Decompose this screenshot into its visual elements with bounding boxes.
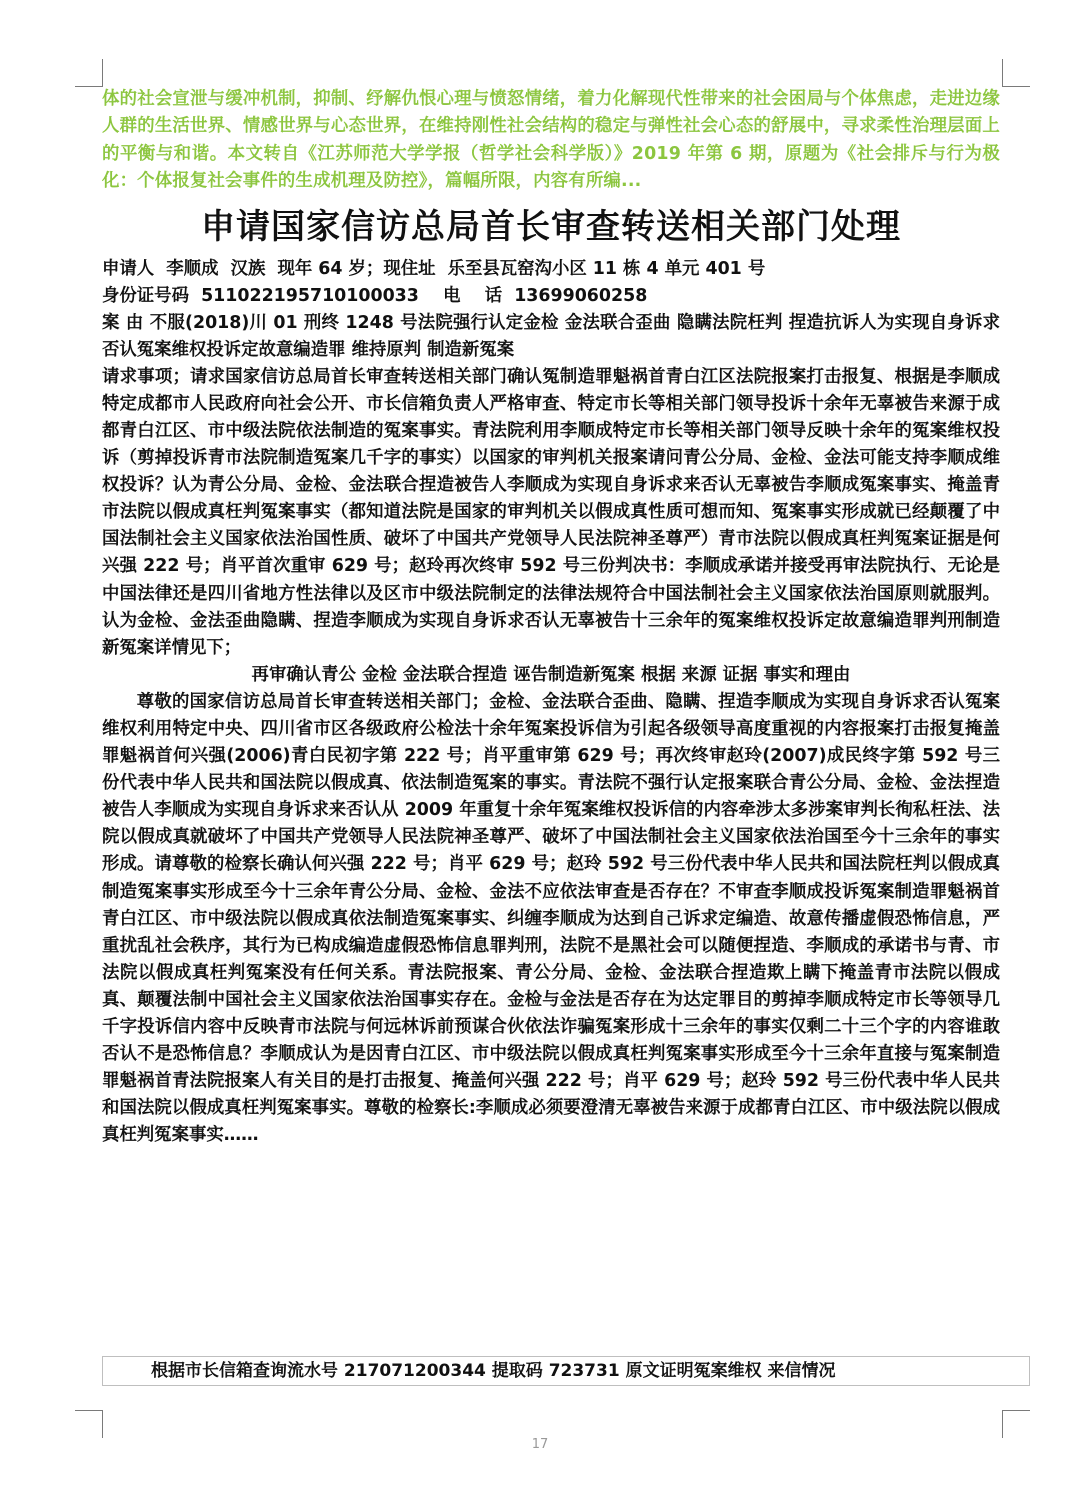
crop-mark-bottom-right-v bbox=[1002, 1410, 1003, 1438]
section-subheading: 再审确认青公 金检 金法联合捏造 诬告制造新冤案 根据 来源 证据 事实和理由 bbox=[251, 664, 851, 685]
crop-mark-bottom-left-v bbox=[102, 1410, 103, 1438]
request-paragraph: 请求事项；请求国家信访总局首长审查转送相关部门确认冤制造罪魁祸首青白江区法院报案打击报复、根据是李顺成特定成都市人民政府向社会公开、市长信箱负责人严格审查、特定市长等相关部门领导投诉十余年无辜被告来源于成都青白江区、市中级法院依法制造的冤案事实。青法院利用李顺成特定市长等相关部门领导反映十余年的冤案维权投诉（剪掉投诉青市法院制造冤案几千字的事实）以国家的审判机关报案请问青公分局、金检、金法可能支持李顺成维权投诉？认为青公分局、金检、金法联合捏造被告人李顺成为实现自身诉求来否认无辜被告李顺成冤案事实、掩盖青市法院以假成真枉判冤案事实（都知道法院是国家的审判机关以假成真性质可想而知、冤案事实形成就已经颠覆了中国法制社会主义国家依法治国性质、破坏了中国共产党领导人民法院神圣尊严）青市法院以假成真枉判冤案证据是何兴强 222 号；肖平首次重审 629 号；赵玲再次终审 592 号三份判决书：李顺成承诺并接受再审法院执行、无论是中国法律还是四川省地方性法律以及区市中级法院制定的法律法规符合中国法制社会主义国家依法治国原则就服判。认为金检、金法歪曲隐瞒、捏造李顺成为实现自身诉求否认无辜被告十三余年的冤案维权投诉定故意编造罪判刑制造新冤案详情见下； bbox=[102, 366, 1000, 658]
page-number: 17 bbox=[531, 1437, 549, 1452]
crop-mark-bottom-left-h bbox=[75, 1410, 103, 1411]
page-title: 申请国家信访总局首长审查转送相关部门处理 bbox=[201, 206, 901, 247]
body-paragraph: 尊敬的国家信访总局首长审查转送相关部门；金检、金法联合歪曲、隐瞒、捏造李顺成为实现自身诉求否认冤案维权利用特定中央、四川省市区各级政府公检法十余年冤案投诉信为引起各级领导高度重视的内容报案打击报复掩盖罪魁祸首何兴强(2006)青白民初字第 222 号；肖平重审第 629 号；再次终审赵玲(2007)成民终字第 592 号三份代表中华人民共和国法院以假成真、依法制造冤案的事实。青法院不强行认定报案联合青公分局、金检、金法捏造被告人李顺成为实现自身诉求来否认从 2009 年重复十余年冤案维权投诉信的内容牵涉太多涉案审判长徇私枉法、法院以假成真就破坏了中国共产党领导人民法院神圣尊严、破坏了中国法制社会主义国家依法治国至今十三余年的事实形成。请尊敬的检察长确认何兴强 222 号；肖平 629 号；赵玲 592 号三份代表中华人民共和国法院枉判以假成真制造冤案事实形成至今十三余年青公分局、金检、金法不应依法审查是否存在？不审查李顺成投诉冤案制造罪魁祸首青白江区、市中级法院以假成真依法制造冤案事实、纠缠李顺成为达到自己诉求定编造、故意传播虚假恐怖信息，严重扰乱社会秩序，其行为已构成编造虚假恐怖信息罪判刑，法院不是黑社会可以随便捏造、李顺成的承诺书与青、市法院以假成真枉判冤案没有任何关系。青法院报案、青公分局、金检、金法联合捏造欺上瞒下掩盖青市法院以假成真、颠覆法制中国社会主义国家依法治国事实存在。金检与金法是否存在为达定罪目的剪掉李顺成特定市长等领导几千字投诉信内容中反映青市法院与何远林诉前预谋合伙依法诈骗冤案形成十三余年的事实仅剩二十三个字的内容谁敢否认不是恐怖信息？李顺成认为是因青白江区、市中级法院以假成真枉判冤案事实形成至今十三余年直接与冤案制造罪魁祸首青法院报案人有关目的是打击报复、掩盖何兴强 222 号；肖平 629 号；赵玲 592 号三份代表中华人民共和国法院以假成真枉判冤案事实。尊敬的检察长:李顺成必须要澄清无辜被告来源于成都青白江区、市中级法院以假成真枉判冤案事实…… bbox=[102, 691, 1000, 1146]
crop-mark-bottom-right-h bbox=[1002, 1410, 1030, 1411]
footer-text: 根据市长信箱查询流水号 217071200344 提取码 723731 原文证明冤案维权 来信情况 bbox=[151, 1361, 836, 1381]
footer-box bbox=[102, 1356, 1030, 1386]
page-content bbox=[102, 86, 1000, 1149]
crop-mark-top-right-h bbox=[1002, 86, 1030, 87]
applicant-line: 申请人 李顺成 汉族 现年 64 岁；现住址 乐至县瓦窑沟小区 11 栋 4 单元 401 号 bbox=[102, 258, 766, 279]
crop-mark-top-left-v bbox=[102, 59, 103, 87]
case-line: 案 由 不服(2018)川 01 刑终 1248 号法院强行认定金检 金法联合歪曲 隐瞒法院枉判 捏造抗诉人为实现自身诉求 否认冤案维权投诉定故意编造罪 维持原判 制造新冤案 bbox=[102, 312, 1000, 360]
crop-mark-top-left-h bbox=[75, 86, 103, 87]
intro-green-paragraph: 体的社会宣泄与缓冲机制，抑制、纾解仇恨心理与愤怒情绪，着力化解现代性带来的社会困局与个体焦虑，走进边缘人群的生活世界、情感世界与心态世界，在维持刚性社会结构的稳定与弹性社会心态的舒展中，寻求柔性治理层面上的平衡与和谐。本文转自《江苏师范大学学报（哲学社会科学版）》2019 年第 6 期，原题为《社会排斥与行为极化：个体报复社会事件的生成机理及防控》，篇幅所限，内容有所编... bbox=[102, 89, 1000, 192]
id-phone-line: 身份证号码 511022195710100033 电 话 13699060258 bbox=[102, 285, 648, 306]
crop-mark-top-right-v bbox=[1002, 59, 1003, 87]
